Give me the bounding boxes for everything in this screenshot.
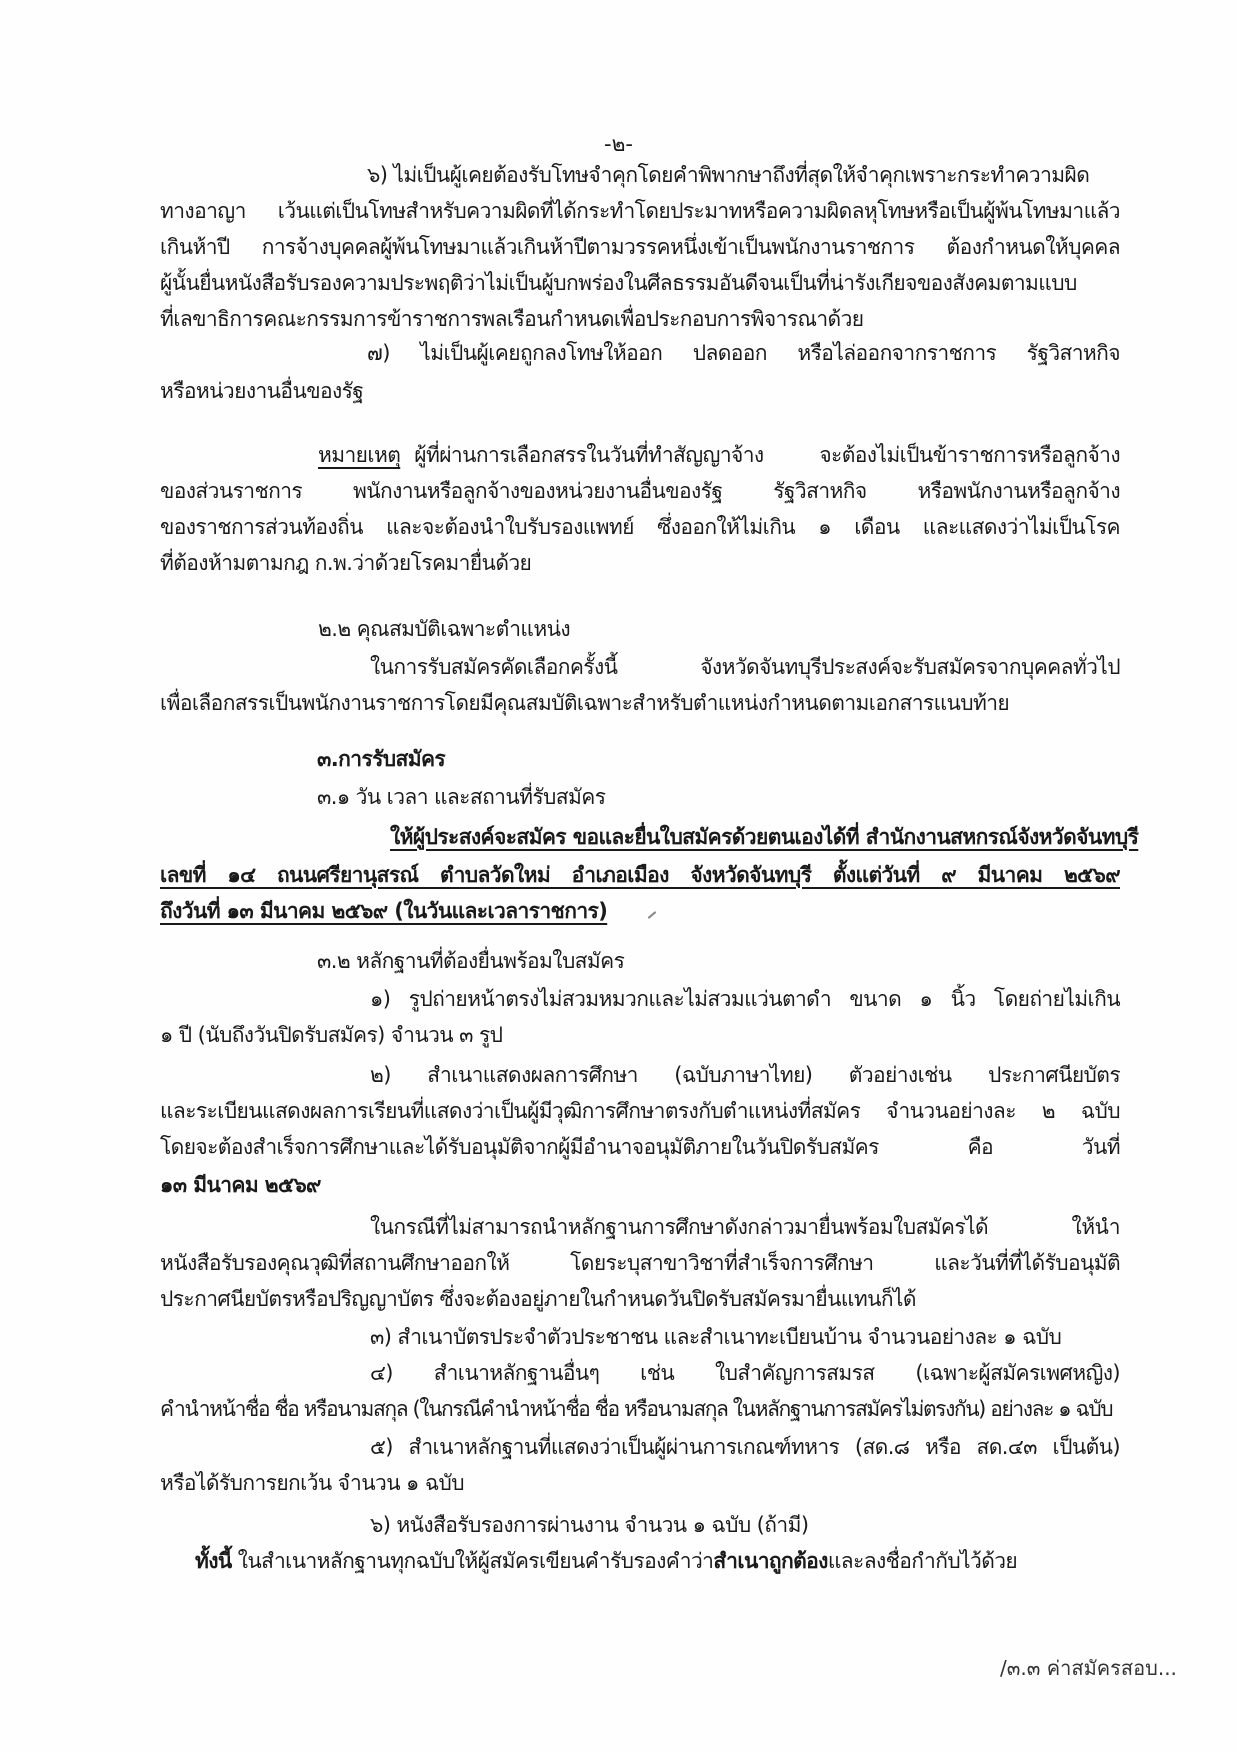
section-2-2-heading: ๒.๒ คุณสมบัติเฉพาะตำแหน่ง	[318, 617, 571, 641]
section-3-2-heading: ๓.๒ หลักฐานที่ต้องยื่นพร้อมใบสมัคร	[317, 949, 625, 973]
doc2-line1: ๒) สำเนาแสดงผลการศึกษา (ฉบับภาษาไทย) ตัวอย่างเช่น ประกาศนียบัตร	[370, 1063, 1120, 1087]
certify-line	[195, 1546, 1120, 1576]
doc6-line1: ๖) หนังสือรับรองการผ่านงาน จำนวน ๑ ฉบับ (ถ้ามี)	[370, 1513, 809, 1537]
section-3-heading: ๓.การรับสมัคร	[317, 747, 446, 771]
note-label: หมายเหตุ	[318, 443, 401, 467]
certify-lead: ทั้งนี้	[195, 1549, 232, 1573]
section-3-1-heading: ๓.๑ วัน เวลา และสถานที่รับสมัคร	[317, 785, 606, 809]
section-3-1-line2: เลขที่ ๑๔ ถนนศรียานุสรณ์ ตำบลวัดใหม่ อำเภอเมือง จังหวัดจันทบุรี ตั้งแต่วันที่ ๙ มีนาคม ๒๕๖๙	[160, 863, 1120, 887]
doc2-alt-line2: หนังสือรับรองคุณวุฒิที่สถานศึกษาออกให้ โดยระบุสาขาวิชาที่สำเร็จการศึกษา และวันที่ที่ได้รับอนุมัติ	[160, 1251, 1120, 1275]
doc2-alt-line1: ในกรณีที่ไม่สามารถนำหลักฐานการศึกษาดังกล่าวมายื่นพร้อมใบสมัครได้ ให้นำ	[370, 1215, 1120, 1239]
certify-emphasis: สำเนาถูกต้อง	[713, 1549, 828, 1573]
doc2-line3: โดยจะต้องสำเร็จการศึกษาและได้รับอนุมัติจากผู้มีอำนาจอนุมัติภายในวันปิดรับสมัคร คือ วันที่	[160, 1135, 1120, 1159]
doc4-line1: ๔) สำเนาหลักฐานอื่นๆ เช่น ใบสำคัญการสมรส (เฉพาะผู้สมัครเพศหญิง)	[370, 1361, 1120, 1385]
doc2-line4: ๑๓ มีนาคม ๒๕๖๙	[160, 1173, 321, 1197]
item6-line2: ทางอาญา เว้นแต่เป็นโทษสำหรับความผิดที่ได้กระทำโดยประมาทหรือความผิดลหุโทษหรือเป็นผู้พ้นโทษมาแล้ว	[160, 199, 1120, 223]
doc3-line1: ๓) สำเนาบัตรประจำตัวประชาชน และสำเนาทะเบียนบ้าน จำนวนอย่างละ ๑ ฉบับ	[370, 1325, 1062, 1349]
item6-line5: ที่เลขาธิการคณะกรรมการข้าราชการพลเรือนกำหนดเพื่อประกอบการพิจารณาด้วย	[160, 307, 864, 331]
doc1-line1: ๑) รูปถ่ายหน้าตรงไม่สวมหมวกและไม่สวมแว่นตาดำ ขนาด ๑ นิ้ว โดยถ่ายไม่เกิน	[370, 987, 1120, 1011]
continuation-note: /๓.๓ ค่าสมัครสอบ...	[1000, 1656, 1177, 1680]
section-3-1-line3: ถึงวันที่ ๑๓ มีนาคม ๒๕๖๙ (ในวันและเวลาราชการ)	[160, 899, 608, 923]
doc5-line1: ๕) สำเนาหลักฐานที่แสดงว่าเป็นผู้ผ่านการเกณฑ์ทหาร (สด.๘ หรือ สด.๔๓ เป็นต้น)	[370, 1435, 1120, 1459]
item6-line4: ผู้นั้นยื่นหนังสือรับรองความประพฤติว่าไม่เป็นผู้บกพร่องในศีลธรรมอันดีจนเป็นที่น่ารังเกียจของสังคมตามแบบ	[160, 271, 1077, 295]
section-3-1-line1: ให้ผู้ประสงค์จะสมัคร ขอและยื่นใบสมัครด้วยตนเองได้ที่ สำนักงานสหกรณ์จังหวัดจันทบุรี	[390, 825, 1139, 849]
certify-middle: ในสำเนาหลักฐานทุกฉบับให้ผู้สมัครเขียนคำรับรองคำว่า	[231, 1549, 714, 1573]
section-2-2-line2: เพื่อเลือกสรรเป็นพนักงานราชการโดยมีคุณสมบัติเฉพาะสำหรับตำแหน่งกำหนดตามเอกสารแนบท้าย	[160, 691, 1010, 715]
note-line1	[318, 440, 1120, 470]
item7-line1: ๗) ไม่เป็นผู้เคยถูกลงโทษให้ออก ปลดออก หรือไล่ออกจากราชการ รัฐวิสาหกิจ	[367, 341, 1120, 365]
note-text: ผู้ที่ผ่านการเลือกสรรในวันที่ทำสัญญาจ้าง จะต้องไม่เป็นข้าราชการหรือลูกจ้าง	[414, 443, 1120, 467]
doc1-line2: ๑ ปี (นับถึงวันปิดรับสมัคร) จำนวน ๓ รูป	[160, 1023, 503, 1047]
doc4-line2: คำนำหน้าชื่อ ชื่อ หรือนามสกุล (ในกรณีคำนำหน้าชื่อ ชื่อ หรือนามสกุล ในหลักฐานการสมัครไม่ตรงกัน) อย่างละ ๑ ฉบับ	[160, 1397, 1113, 1421]
item6-line1: ๖) ไม่เป็นผู้เคยต้องรับโทษจำคุกโดยคำพิพากษาถึงที่สุดให้จำคุกเพราะกระทำความผิด	[367, 163, 1090, 187]
certify-tail: และลงชื่อกำกับไว้ด้วย	[827, 1549, 1018, 1573]
item6-line3: เกินห้าปี การจ้างบุคคลผู้พ้นโทษมาแล้วเกินห้าปีตามวรรคหนึ่งเข้าเป็นพนักงานราชการ ต้องกำหนดให้บุคคล	[160, 235, 1120, 259]
note-line3: ของราชการส่วนท้องถิ่น และจะต้องนำใบรับรองแพทย์ ซึ่งออกให้ไม่เกิน ๑ เดือน และแสดงว่าไม่เป็นโรค	[160, 515, 1120, 539]
item7-line2: หรือหน่วยงานอื่นของรัฐ	[160, 379, 364, 403]
section-2-2-line1: ในการรับสมัครคัดเลือกครั้งนี้ จังหวัดจันทบุรีประสงค์จะรับสมัครจากบุคคลทั่วไป	[370, 655, 1120, 679]
doc2-line2: และระเบียนแสดงผลการเรียนที่แสดงว่าเป็นผู้มีวุฒิการศึกษาตรงกับตำแหน่งที่สมัคร จำนวนอย่างละ ๒ ฉบับ	[160, 1099, 1120, 1123]
page-number: -๒-	[604, 132, 633, 156]
note-line2: ของส่วนราชการ พนักงานหรือลูกจ้างของหน่วยงานอื่นของรัฐ รัฐวิสาหกิจ หรือพนักงานหรือลูกจ้าง	[160, 479, 1120, 503]
note-line4: ที่ต้องห้ามตามกฎ ก.พ.ว่าด้วยโรคมายื่นด้วย	[160, 551, 532, 575]
doc2-alt-line3: ประกาศนียบัตรหรือปริญญาบัตร ซึ่งจะต้องอยู่ภายในกำหนดวันปิดรับสมัครมายื่นแทนก็ได้	[160, 1287, 916, 1311]
doc5-line2: หรือได้รับการยกเว้น จำนวน ๑ ฉบับ	[160, 1471, 464, 1495]
